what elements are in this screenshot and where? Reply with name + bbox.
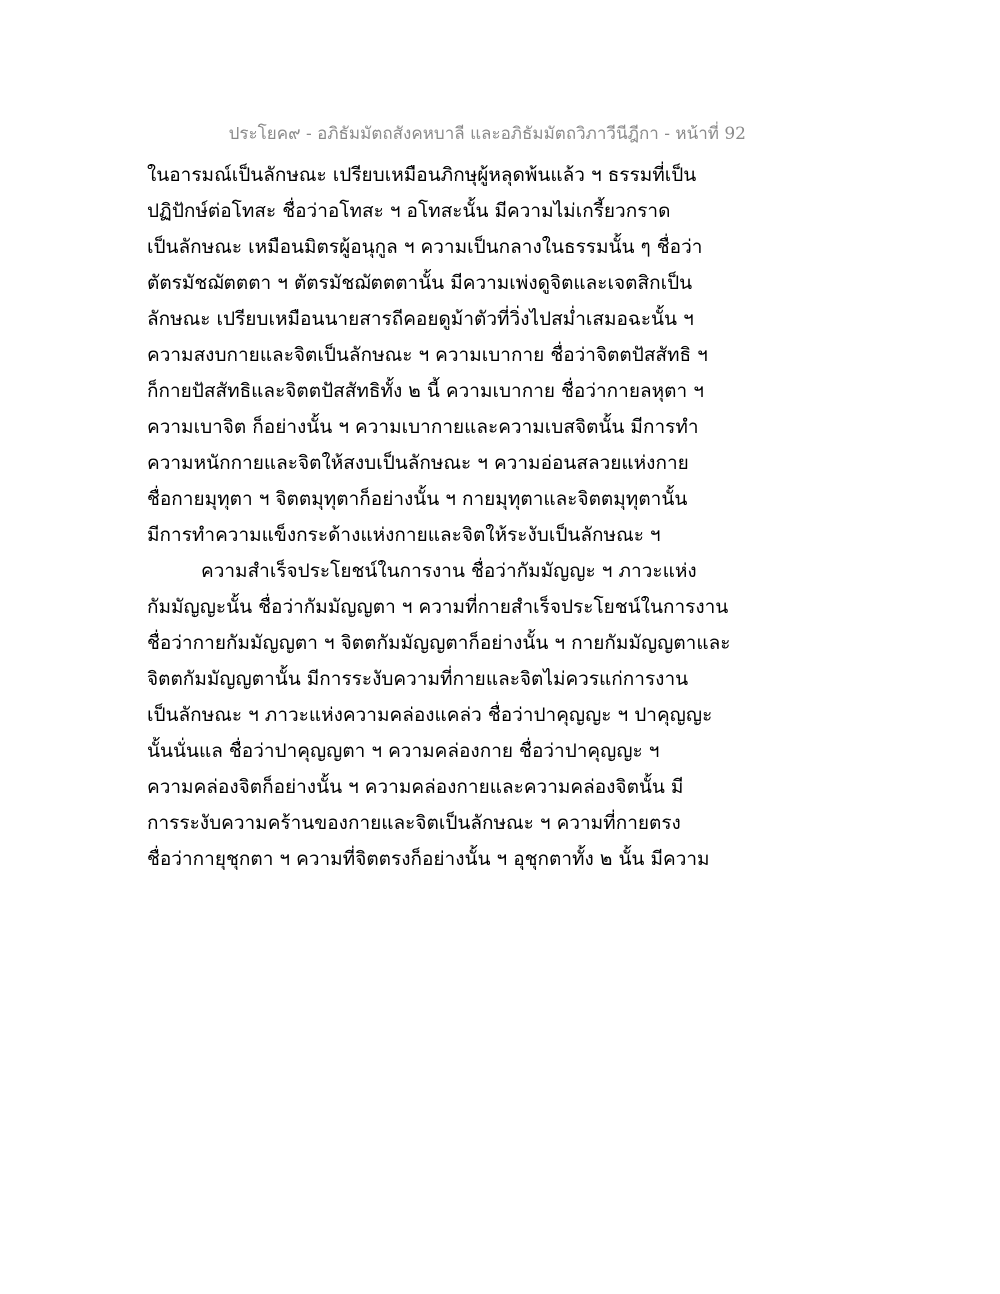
text-line: จิตตกัมมัญญตานั้น มีการระงับความที่กายและจิตไม่ควรแก่การงาน <box>147 668 689 690</box>
text-line: ลักษณะ เปรียบเหมือนนายสารถีคอยดูม้าตัวที่วิ่งไปสม่ำเสมอฉะนั้น ฯ <box>147 308 694 330</box>
paragraph-start-line: ความสำเร็จประโยชน์ในการงาน ชื่อว่ากัมมัญญะ ฯ ภาวะแห่ง <box>201 560 697 582</box>
text-line: เป็นลักษณะ ฯ ภาวะแห่งความคล่องแคล่ว ชื่อว่าปาคุญญะ ฯ ปาคุญญะ <box>147 704 713 726</box>
text-line: ในอารมณ์เป็นลักษณะ เปรียบเหมือนภิกษุผู้หลุดพ้นแล้ว ฯ ธรรมที่เป็น <box>147 164 697 186</box>
body-text <box>147 157 767 877</box>
text-line: ชื่อกายมุทุตา ฯ จิตตมุทุตาก็อย่างนั้น ฯ กายมุทุตาและจิตตมุทุตานั้น <box>147 488 688 510</box>
text-line: เป็นลักษณะ เหมือนมิตรผู้อนุกูล ฯ ความเป็นกลางในธรรมนั้น ๆ ชื่อว่า <box>147 236 703 258</box>
running-header: ประโยค๙ - อภิธัมมัตถสังคหบาลี และอภิธัมมัตถวิภาวีนีฎีกา - หน้าที่ 92 <box>228 124 746 144</box>
text-line: ก็กายปัสสัทธิและจิตตปัสสัทธิทั้ง ๒ นี้ ความเบากาย ชื่อว่ากายลหุตา ฯ <box>147 380 704 402</box>
text-line: การระงับความคร้านของกายและจิตเป็นลักษณะ ฯ ความที่กายตรง <box>147 812 681 834</box>
text-line: ชื่อว่ากายกัมมัญญตา ฯ จิตตกัมมัญญตาก็อย่างนั้น ฯ กายกัมมัญญตาและ <box>147 632 731 654</box>
text-line: ความเบาจิต ก็อย่างนั้น ฯ ความเบากายและความเบสจิตนั้น มีการทำ <box>147 416 699 438</box>
text-line: ความสงบกายและจิตเป็นลักษณะ ฯ ความเบากาย ชื่อว่าจิตตปัสสัทธิ ฯ <box>147 344 708 366</box>
text-line: มีการทำความแข็งกระด้างแห่งกายและจิตให้ระงับเป็นลักษณะ ฯ <box>147 524 661 546</box>
text-line: ชื่อว่ากายุชุกตา ฯ ความที่จิตตรงก็อย่างนั้น ฯ อุชุกตาทั้ง ๒ นั้น มีความ <box>147 848 710 870</box>
text-line: ความคล่องจิตก็อย่างนั้น ฯ ความคล่องกายและความคล่องจิตนั้น มี <box>147 776 684 798</box>
text-line: นั้นนั่นแล ชื่อว่าปาคุญญตา ฯ ความคล่องกาย ชื่อว่าปาคุญญะ ฯ <box>147 740 660 762</box>
text-line: ตัตรมัชฌัตตตา ฯ ตัตรมัชฌัตตตานั้น มีความเพ่งดูจิตและเจตสิกเป็น <box>147 272 693 294</box>
text-line: กัมมัญญะนั้น ชื่อว่ากัมมัญญตา ฯ ความที่กายสำเร็จประโยชน์ในการงาน <box>147 596 729 618</box>
text-line: ความหนักกายและจิตให้สงบเป็นลักษณะ ฯ ความอ่อนสลวยแห่งกาย <box>147 452 689 474</box>
text-line: ปฏิปักษ์ต่อโทสะ ชื่อว่าอโทสะ ฯ อโทสะนั้น มีความไม่เกรี้ยวกราด <box>147 200 671 222</box>
